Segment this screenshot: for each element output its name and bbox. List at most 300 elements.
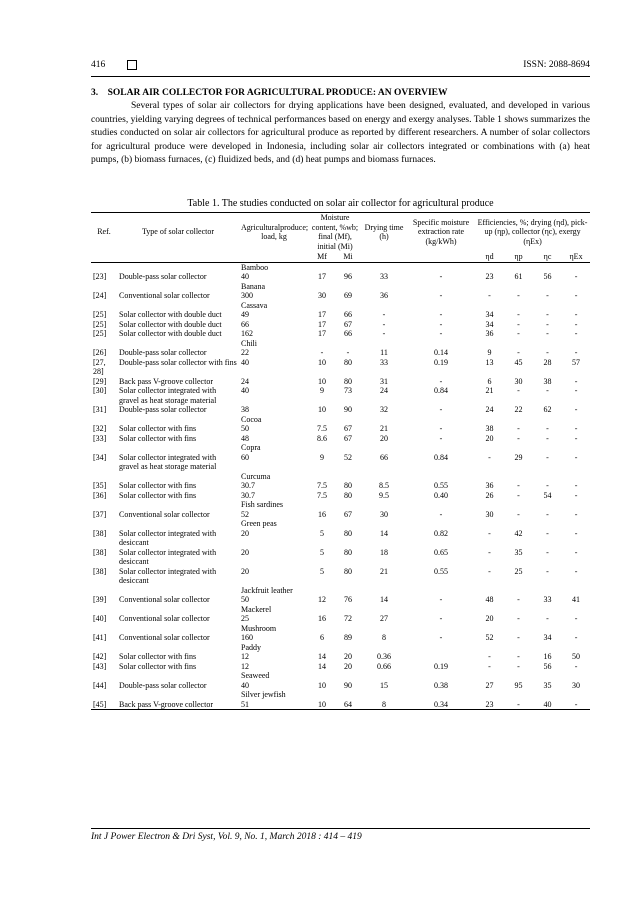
cell-smer: 0.19 <box>434 661 449 671</box>
header-type: Type of solar collector <box>141 227 215 237</box>
cell-nex: - <box>574 329 578 338</box>
cell-nd: - <box>488 661 491 671</box>
cell-mf: 10 <box>318 357 326 367</box>
cell-nc: 56 <box>543 661 552 671</box>
table-row <box>91 529 590 548</box>
section-paragraph: Several types of solar air collectors for drying applications have been designed, evaluated, and developed in various countries, yielding varying degrees of technical performances based on energy and exergy analyses. Table 1 shows summarizes the studies conducted on solar air collectors for agricultural produce as reported by different researchers. A number of solar collectors for agricultural produce were developed in Indonesia, including solar air collectors integrated or combinations with (a) heat pumps, (b) biomass furnaces, (c) fluidized beds, and (d) heat pumps and biomass furnaces. <box>91 101 590 165</box>
header-ref: Ref. <box>97 227 111 237</box>
cell-time: 0.36 <box>377 652 392 661</box>
table-group-row <box>91 282 590 292</box>
cell-smer: 0.19 <box>434 357 449 367</box>
table-row <box>91 348 590 358</box>
cell-time: 21 <box>380 566 389 576</box>
cell-np: 42 <box>514 528 523 538</box>
cell-nd: 23 <box>475 700 504 710</box>
cell-ref: [41] <box>93 633 107 642</box>
cell-nex: - <box>574 424 578 433</box>
cell-mf: 14 <box>318 652 326 661</box>
cell-load: 38 <box>241 405 249 414</box>
cell-smer: - <box>439 614 443 623</box>
cell-type: Conventional solar collector <box>119 595 210 604</box>
cell-np: - <box>517 424 520 433</box>
cell-mi: 20 <box>344 661 352 671</box>
cell-nex: 41 <box>572 595 581 604</box>
footer-rule <box>91 828 590 829</box>
cell-nc: - <box>546 310 549 319</box>
cell-nc: - <box>546 528 549 538</box>
running-header <box>91 60 590 72</box>
cell-time: 30 <box>380 509 389 519</box>
cell-smer: - <box>439 319 443 329</box>
cell-type: Conventional solar collector <box>119 291 210 300</box>
cell-time: 8 <box>382 633 387 642</box>
cell-mi: 20 <box>344 652 352 661</box>
cell-time: 20 <box>380 433 389 443</box>
cell-time: 0.66 <box>377 661 392 671</box>
cell-nex: 30 <box>572 680 581 690</box>
cell-ref: [43] <box>93 661 107 671</box>
cell-mf: 5 <box>320 528 324 538</box>
cell-load: 50 <box>241 424 249 433</box>
cell-nd: 20 <box>485 433 494 443</box>
header-mf: Mf <box>309 251 335 262</box>
cell-nd: 21 <box>485 386 494 395</box>
cell-type: Solar collector integrated with desiccant <box>119 528 217 547</box>
cell-time: 33 <box>380 357 389 367</box>
table-row <box>91 320 590 330</box>
cell-type: Solar collector integrated with gravel as heat storage material <box>119 386 217 405</box>
cell-mi: 67 <box>344 319 352 329</box>
cell-nex: 50 <box>572 652 581 661</box>
cell-smer: - <box>439 433 443 443</box>
cell-type: Solar collector with fins <box>119 481 197 490</box>
cell-smer: - <box>439 424 443 433</box>
cell-nex: - <box>574 386 578 395</box>
cell-nd: - <box>488 547 491 557</box>
cell-type: Conventional solar collector <box>119 509 210 519</box>
cell-nd: 52 <box>485 633 494 642</box>
cell-nc: - <box>546 547 549 557</box>
cell-mi: 67 <box>344 509 352 519</box>
cell-time: - <box>382 319 386 329</box>
table-row <box>91 681 590 691</box>
cell-nc: - <box>546 319 549 329</box>
cell-smer: - <box>439 272 443 281</box>
table-row <box>91 595 590 605</box>
cell-mf: 6 <box>320 633 324 642</box>
produce-group-label: Green peas <box>241 519 277 528</box>
cell-load: 40 <box>241 272 249 281</box>
cell-nd: - <box>488 452 491 462</box>
cell-type: Solar collector integrated with desiccant <box>119 547 217 566</box>
cell-np: - <box>517 481 520 490</box>
cell-mf: 17 <box>318 310 326 319</box>
table-group-row <box>91 500 590 510</box>
produce-group-label: Mackerel <box>241 604 272 614</box>
page-number: 416 <box>91 60 106 70</box>
cell-nc: 28 <box>543 357 552 367</box>
cell-mf: 5 <box>320 547 324 557</box>
cell-nd: - <box>488 652 491 661</box>
cell-mi: 67 <box>344 433 352 443</box>
cell-time: - <box>382 310 386 319</box>
cell-load: 160 <box>241 633 253 642</box>
cell-np: - <box>517 595 520 604</box>
cell-nd: 9 <box>487 348 492 357</box>
cell-nd: 6 <box>487 376 492 386</box>
cell-time: - <box>382 329 386 338</box>
cell-smer: 0.55 <box>434 566 449 576</box>
cell-ref: [25] <box>93 310 107 319</box>
cell-load: 49 <box>241 310 249 319</box>
cell-type: Double-pass solar collector <box>119 680 207 690</box>
cell-time: 18 <box>380 547 389 557</box>
cell-nd: 23 <box>485 272 494 281</box>
produce-group-label: Fish sardines <box>241 500 283 509</box>
cell-load: 20 <box>241 547 249 557</box>
cell-type: Double-pass solar collector <box>119 348 207 357</box>
cell-nc: 16 <box>543 652 552 661</box>
cell-smer <box>407 652 475 662</box>
header-moisture: Moisture content, %wb; final (Mf), initial (Mi) <box>311 213 359 251</box>
cell-ref: [42] <box>93 652 107 661</box>
header-mi: Mi <box>335 251 361 262</box>
cell-mf: - <box>320 348 324 357</box>
cell-load: 162 <box>241 329 253 338</box>
cell-load: 60 <box>241 452 249 462</box>
cell-time: 14 <box>380 528 389 538</box>
cell-ref: [31] <box>93 405 107 414</box>
cell-type: Double-pass solar collector <box>119 272 207 281</box>
cell-mf: 7.5 <box>317 481 327 490</box>
cell-ref: [30] <box>93 386 107 395</box>
cell-type: Solar collector with fins <box>119 652 197 661</box>
cell-np: - <box>517 291 520 300</box>
cell-type: Back pass V-groove collector <box>119 376 213 386</box>
cell-mf: 5 <box>320 566 324 576</box>
table-group-row <box>91 690 590 700</box>
table-group-row <box>91 339 590 349</box>
cell-nex: - <box>574 566 578 576</box>
cell-np: - <box>517 509 520 519</box>
cell-mf: 10 <box>318 376 326 386</box>
cell-time: 21 <box>380 424 389 433</box>
cell-load: 40 <box>241 386 249 395</box>
cell-np: 35 <box>514 547 523 557</box>
cell-np: - <box>504 700 533 710</box>
table-group-row <box>91 472 590 482</box>
table-group-row <box>91 624 590 634</box>
cell-np: 30 <box>514 376 523 386</box>
cell-smer: - <box>439 633 443 642</box>
cell-mi: 80 <box>344 481 352 490</box>
cell-mi: 72 <box>344 614 352 623</box>
cell-nex: - <box>574 661 578 671</box>
cell-nd: 48 <box>485 595 494 604</box>
table-row <box>91 652 590 662</box>
cell-nex: 57 <box>572 357 581 367</box>
cell-nc: - <box>546 433 549 443</box>
cell-mi: 64 <box>335 700 361 710</box>
table-row <box>91 386 590 405</box>
cell-load: 300 <box>241 291 253 300</box>
table-row <box>91 700 590 710</box>
data-table <box>91 212 590 710</box>
table-group-row <box>91 301 590 311</box>
cell-nc: - <box>546 614 549 623</box>
cell-nd: - <box>488 291 491 300</box>
cell-nc: 38 <box>543 376 552 386</box>
table-row <box>91 453 590 472</box>
cell-mi: 80 <box>344 376 352 386</box>
cell-np: - <box>517 614 520 623</box>
table-group-row <box>91 443 590 453</box>
header-nd: ηd <box>475 251 504 262</box>
cell-nex: - <box>574 433 578 443</box>
cell-mi: 52 <box>344 452 352 462</box>
cell-type: Solar collector integrated with desiccant <box>119 566 217 585</box>
cell-ref: [34] <box>93 452 107 462</box>
cell-time: 14 <box>380 595 389 604</box>
cell-ref: [32] <box>93 424 107 433</box>
cell-time: 66 <box>380 452 389 462</box>
header-load: Agriculturalproduce; load, kg <box>241 222 309 241</box>
cell-mf: 17 <box>318 272 326 281</box>
cell-mi: 73 <box>344 386 352 395</box>
cell-load: 25 <box>241 614 249 623</box>
produce-group-label: Silver jewfish <box>241 690 286 699</box>
cell-load: 22 <box>241 348 249 357</box>
cell-nex: - <box>574 614 578 623</box>
cell-np: - <box>517 433 520 443</box>
cell-mf: 16 <box>318 614 326 623</box>
table-row <box>91 633 590 643</box>
table-row <box>91 548 590 567</box>
cell-mf: 7.5 <box>317 424 327 433</box>
table-group-row <box>91 671 590 681</box>
cell-nd: 36 <box>485 481 494 490</box>
produce-group-label: Cocoa <box>241 414 262 424</box>
table-row <box>91 424 590 434</box>
cell-nc: 40 <box>533 700 562 710</box>
cell-time: 33 <box>380 272 389 281</box>
produce-group-label: Curcuma <box>241 471 271 481</box>
cell-nex: - <box>574 547 578 557</box>
header-box-icon <box>127 60 137 70</box>
cell-type: Solar collector with fins <box>119 424 197 433</box>
header-efficiencies: Efficiencies, %; drying (ηd), pick-up (ηp), collector (ηc), exergy (ηEx) <box>477 217 588 246</box>
table-row <box>91 510 590 520</box>
cell-ref: [45] <box>91 700 117 710</box>
cell-nd: 13 <box>485 357 494 367</box>
cell-time: 24 <box>380 386 389 395</box>
cell-nd: 27 <box>485 680 494 690</box>
cell-nc: 62 <box>543 405 552 414</box>
cell-ref: [25] <box>93 319 107 329</box>
cell-nex: - <box>574 528 578 538</box>
cell-ref: [44] <box>93 680 107 690</box>
cell-np: 22 <box>514 405 523 414</box>
cell-nc: - <box>546 424 549 433</box>
table-row <box>91 310 590 320</box>
produce-group-label: Copra <box>241 443 261 452</box>
cell-mi: 76 <box>344 595 352 604</box>
cell-mi: 80 <box>344 566 352 576</box>
cell-mi: 66 <box>344 310 352 319</box>
produce-group-label: Mushroom <box>241 623 277 633</box>
cell-smer: 0.82 <box>434 528 449 538</box>
cell-type: Solar collector with double duct <box>119 329 222 338</box>
table-caption: Table 1. The studies conducted on solar air collector for agricultural produce <box>187 198 494 209</box>
cell-smer: - <box>439 310 443 319</box>
cell-mi: 80 <box>344 547 352 557</box>
produce-group-label: Banana <box>241 281 265 291</box>
cell-type: Solar collector with fins <box>119 490 197 500</box>
table-row <box>91 272 590 282</box>
table-row <box>91 377 590 387</box>
cell-mi: - <box>346 348 350 357</box>
section-title: 3. SOLAR AIR COLLECTOR FOR AGRICULTURAL PRODUCE: AN OVERVIEW <box>91 88 448 98</box>
cell-mf: 14 <box>318 661 326 671</box>
cell-mi: 80 <box>344 490 352 500</box>
cell-nc: - <box>546 481 549 490</box>
cell-mf: 12 <box>318 595 326 604</box>
cell-np: - <box>517 661 520 671</box>
cell-mi: 80 <box>344 528 352 538</box>
cell-nd: 36 <box>485 329 494 338</box>
cell-np: - <box>517 633 520 642</box>
cell-ref: [39] <box>93 595 107 604</box>
cell-smer: 0.84 <box>434 386 449 395</box>
cell-nex: - <box>574 376 578 386</box>
produce-group-label: Bamboo <box>241 262 269 272</box>
cell-np: 25 <box>514 566 523 576</box>
cell-time: 11 <box>380 348 388 357</box>
cell-nc: - <box>546 329 549 338</box>
table-group-row <box>91 415 590 425</box>
cell-np: - <box>517 490 520 500</box>
cell-smer: - <box>439 595 443 604</box>
cell-time: 8.5 <box>379 481 390 490</box>
produce-group-label: Jackfruit leather <box>241 585 293 595</box>
cell-nex: - <box>574 310 578 319</box>
table-row <box>91 405 590 415</box>
cell-smer: 0.55 <box>434 481 449 490</box>
cell-ref: [38] <box>93 547 107 557</box>
cell-nc: 56 <box>543 272 552 281</box>
cell-type: Solar collector with double duct <box>119 310 222 319</box>
cell-load: 12 <box>241 652 249 661</box>
table-row <box>91 358 590 377</box>
cell-time: 36 <box>380 291 389 300</box>
cell-load: 48 <box>241 433 249 443</box>
cell-nc: - <box>546 348 549 357</box>
cell-type: Solar collector with fins <box>119 433 197 443</box>
table-row <box>91 434 590 444</box>
cell-nc: 34 <box>543 633 552 642</box>
cell-smer: 0.38 <box>434 680 449 690</box>
cell-smer: 0.40 <box>434 490 449 500</box>
cell-nex: - <box>574 452 578 462</box>
cell-ref: [27, 28] <box>93 357 106 376</box>
cell-nc: - <box>546 386 549 395</box>
table-group-row <box>91 643 590 653</box>
cell-nd: 30 <box>485 509 494 519</box>
cell-mf: 16 <box>318 509 326 519</box>
cell-time: 32 <box>380 405 389 414</box>
table-row <box>91 662 590 672</box>
table-row <box>91 329 590 339</box>
cell-ref: [23] <box>93 272 107 281</box>
cell-nc: 35 <box>543 680 552 690</box>
cell-time: 31 <box>380 376 389 386</box>
cell-ref: [29] <box>93 376 107 386</box>
cell-mf: 30 <box>318 291 326 300</box>
cell-nd: 38 <box>485 424 494 433</box>
table-row <box>91 614 590 624</box>
header-nc: ηc <box>533 251 562 262</box>
cell-ref: [33] <box>93 433 107 443</box>
table-row <box>91 481 590 491</box>
produce-group-label: Chili <box>241 338 258 348</box>
cell-nd: - <box>488 528 491 538</box>
cell-load: 30.7 <box>241 490 255 500</box>
cell-smer: - <box>439 291 443 300</box>
cell-np: - <box>517 329 520 338</box>
header-smer: Specific moisture extraction rate (kg/kWh) <box>412 217 470 246</box>
cell-nex: - <box>574 348 578 357</box>
cell-nc: 33 <box>543 595 552 604</box>
cell-mf: 10 <box>309 700 335 710</box>
cell-nd: 26 <box>485 490 494 500</box>
header-np: ηp <box>504 251 533 262</box>
cell-time: 8 <box>361 700 407 710</box>
cell-nex: - <box>574 291 578 300</box>
cell-time: 9.5 <box>379 490 390 500</box>
cell-np: - <box>517 652 520 661</box>
cell-type: Double-pass solar collector <box>119 405 207 414</box>
cell-mf: 9 <box>320 452 324 462</box>
cell-smer: - <box>439 376 443 386</box>
cell-nex: - <box>574 405 578 414</box>
cell-load: 51 <box>239 700 309 710</box>
cell-type: Solar collector with fins <box>119 661 197 671</box>
cell-ref: [37] <box>93 509 107 519</box>
cell-ref: [26] <box>93 348 107 357</box>
cell-ref: [36] <box>93 490 107 500</box>
cell-nex: - <box>562 700 590 710</box>
cell-mi: 69 <box>344 291 352 300</box>
cell-nex: - <box>574 319 578 329</box>
cell-nc: - <box>546 566 549 576</box>
cell-np: 29 <box>514 452 523 462</box>
cell-mi: 67 <box>344 424 352 433</box>
cell-mi: 89 <box>344 633 352 642</box>
header-rule <box>91 76 590 77</box>
cell-type: Double-pass solar collector with fins <box>119 357 237 367</box>
cell-nex: - <box>574 633 578 642</box>
cell-smer: 0.34 <box>407 700 475 710</box>
cell-smer: 0.84 <box>434 452 449 462</box>
cell-nex: - <box>574 481 578 490</box>
cell-mf: 10 <box>318 405 326 414</box>
table-group-row <box>91 262 590 272</box>
cell-np: - <box>517 319 520 329</box>
table-row <box>91 491 590 501</box>
cell-ref: [35] <box>93 481 107 490</box>
cell-smer: - <box>439 509 443 519</box>
cell-ref: [24] <box>93 291 107 300</box>
